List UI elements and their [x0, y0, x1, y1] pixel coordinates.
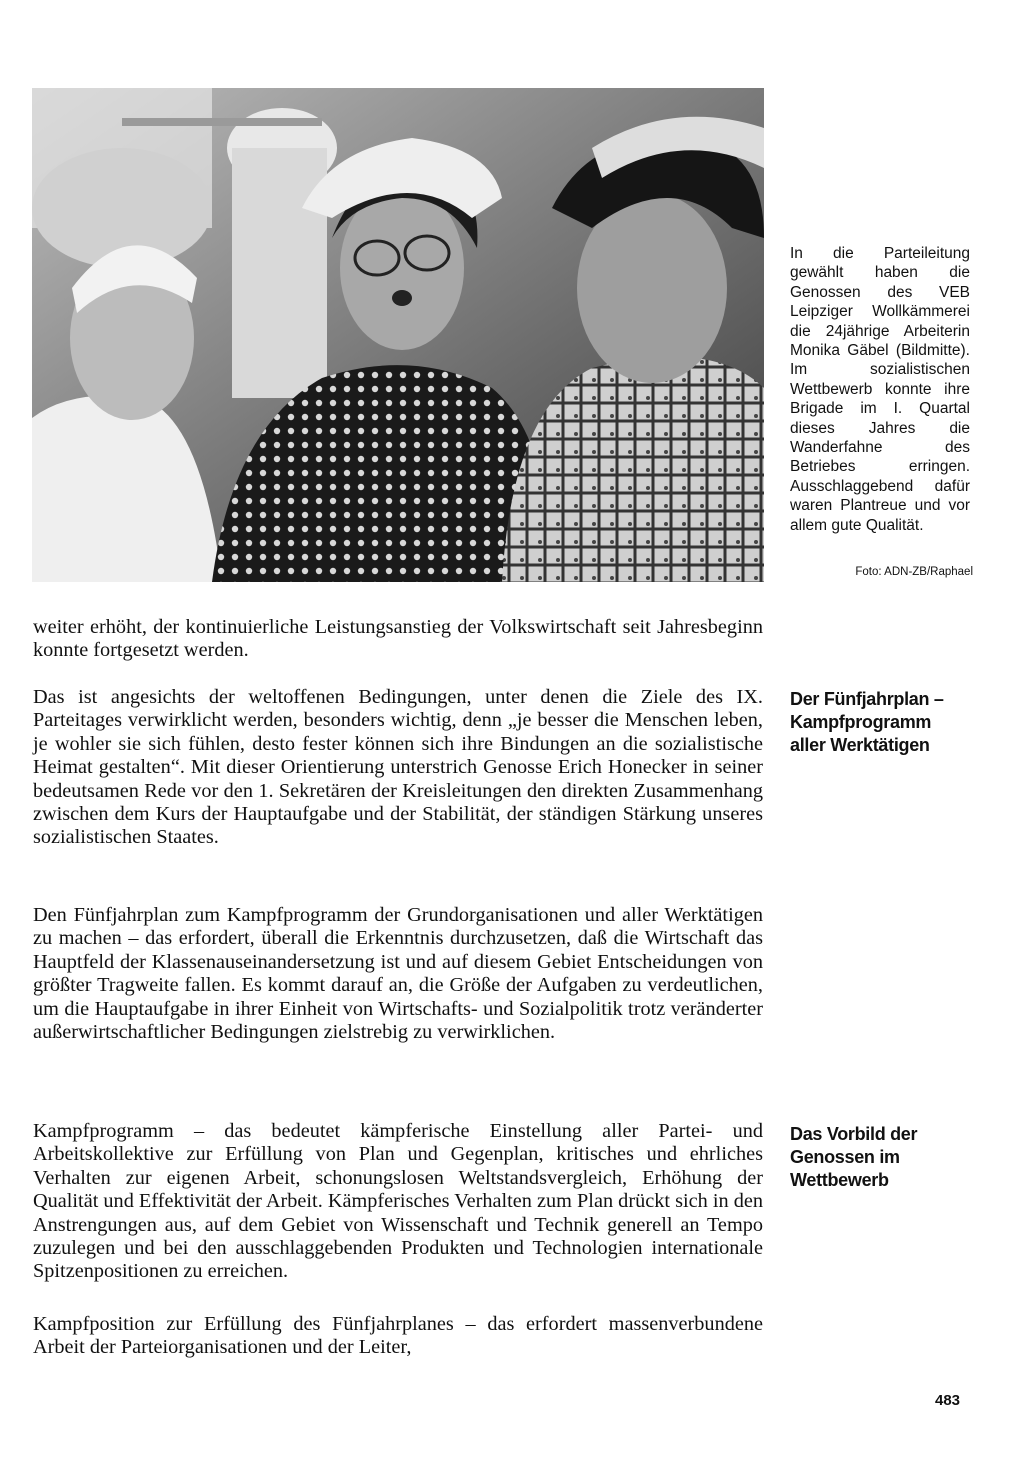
side-heading-line: Wettbewerb: [790, 1170, 889, 1190]
paragraph: Das ist angesichts der weltoffenen Bedingungen, unter denen die Ziele des IX. Parteitages verwirklicht werden, besonders wichtig, denn „je besser die Menschen leben, je wohler sie sich fühlen, desto fester können sich ihre Bindungen an die sozialistische Heimat gestalten“. Mit dieser Orientierung unterstrich Genosse Erich Honecker in seiner bedeutsamen Rede vor den 1. Sekretären der Kreisleitungen den direkten Zusammenhang zwischen dem Kurs der Hauptaufgabe und der Stabilität, der ständigen Stärkung unseres sozialistischen Staates.: [33, 686, 763, 849]
photo: [32, 88, 764, 582]
paragraph: Kampfposition zur Erfüllung des Fünfjahrplanes – das erfordert massenverbundene Arbeit der Parteiorganisationen und der Leiter,: [33, 1313, 763, 1359]
side-heading: [790, 688, 975, 757]
photo-three-women-workers-icon: [32, 88, 764, 582]
paragraph: Den Fünfjahrplan zum Kampfprogramm der Grundorganisationen und aller Werktätigen zu machen – das erfordert, überall die Erkenntnis durchzusetzen, daß die Wirtschaft das Hauptfeld der Klassenauseinandersetzung ist und auf diesem Gebiet Entscheidungen von größter Tragweite fallen. Es kommt darauf an, die Größe der Aufgaben zu verdeutlichen, um die Hauptaufgabe in ihrer Einheit von Wirtschafts- und Sozialpolitik trotz veränderter außerwirtschaftlicher Bedingungen zielstrebig zu verwirklichen.: [33, 904, 763, 1044]
side-heading-line: Der Fünfjahrplan –: [790, 689, 944, 709]
side-heading-line: Kampfprogramm: [790, 712, 932, 732]
side-heading-line: Genossen im: [790, 1147, 900, 1167]
side-heading-line: aller Werktätigen: [790, 735, 930, 755]
page-number: 483: [935, 1392, 961, 1409]
photo-credit: Foto: ADN-ZB/Raphael: [855, 566, 973, 578]
photo-caption: In die Parteileitung gewählt haben die Genossen des VEB Leipziger Wollkämmerei die 24jährige Arbeiterin Monika Gäbel (Bildmitte). Im sozialistischen Wettbewerb konnte ihre Brigade im I. Quartal dieses Jahres die Wanderfahne des Betriebes erringen. Ausschlaggebend dafür waren Plantreue und vor allem gute Qualität.: [790, 245, 970, 534]
side-heading: [790, 1123, 975, 1192]
paragraph: Kampfprogramm – das bedeutet kämpferische Einstellung aller Partei- und Arbeitskollektive zur Erfüllung von Plan und Gegenplan, kritisches und ehrliches Verhalten zur eigenen Arbeit, schonungslosen Weltstandsvergleich, Erhöhung der Qualität und Effektivität der Arbeit. Kämpferisches Verhalten zum Plan drückt sich in den Anstrengungen aus, auf dem Gebiet von Wissenschaft und Technik generell an Tempo zuzulegen und bei den ausschlaggebenden Produkten und Technologien internationale Spitzenpositionen zu erreichen.: [33, 1120, 763, 1283]
paragraph: weiter erhöht, der kontinuierliche Leistungsanstieg der Volkswirtschaft seit Jahresbeginn konnte fortgesetzt werden.: [33, 616, 763, 662]
side-heading-line: Das Vorbild der: [790, 1124, 918, 1144]
